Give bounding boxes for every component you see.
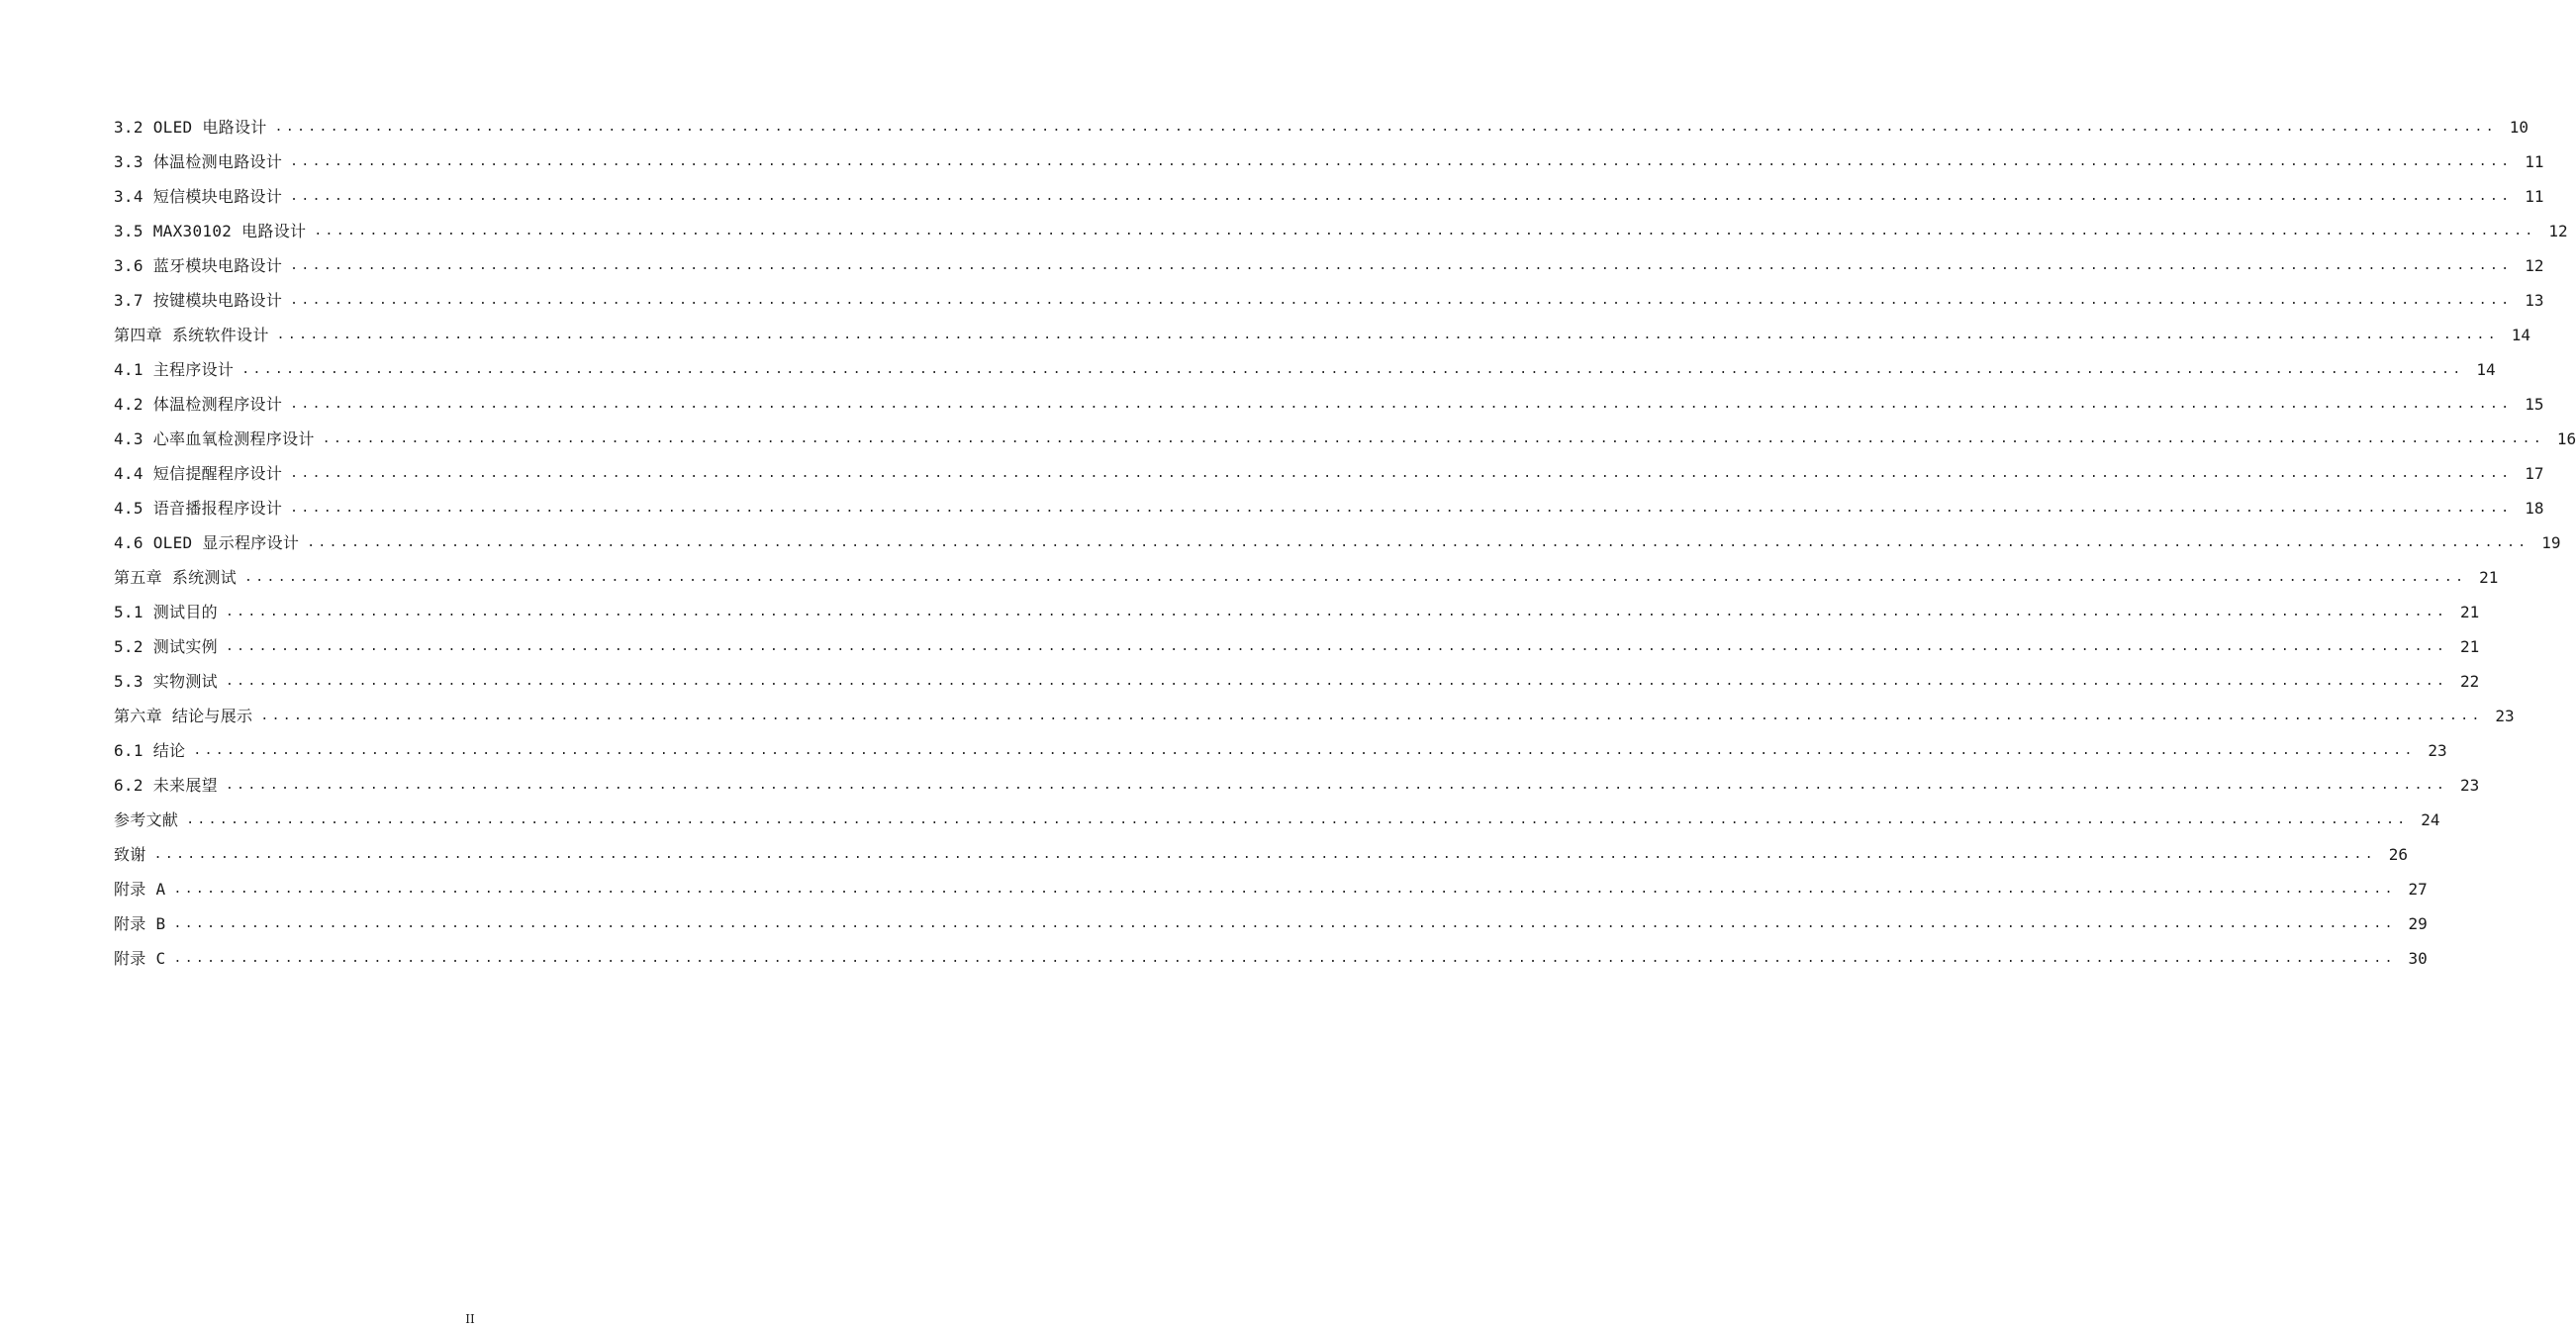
toc-dot-leader: ........................................................................................................................................................................................................ bbox=[225, 674, 2448, 689]
toc-entry-page: 13 bbox=[2525, 291, 2544, 310]
toc-dot-leader: ........................................................................................................................................................................................................ bbox=[153, 847, 2376, 862]
toc-entry-title: 3.5 MAX30102 电路设计 bbox=[114, 222, 307, 240]
toc-entry-page: 21 bbox=[2460, 603, 2480, 621]
toc-entry-page: 11 bbox=[2525, 187, 2544, 206]
toc-entry[interactable] bbox=[114, 456, 2544, 491]
toc-entry-page: 26 bbox=[2388, 845, 2408, 864]
toc-entry[interactable] bbox=[114, 422, 2576, 456]
toc-entry[interactable] bbox=[114, 595, 2480, 629]
toc-dot-leader: ........................................................................................................................................................................................................ bbox=[290, 189, 2513, 204]
toc-entry-title: 5.2 测试实例 bbox=[114, 637, 218, 656]
toc-entry-title: 附录 B bbox=[114, 914, 166, 933]
toc-entry-title: 5.3 实物测试 bbox=[114, 672, 218, 691]
toc-entry-title: 致谢 bbox=[114, 845, 146, 864]
toc-entry-title: 6.1 结论 bbox=[114, 741, 186, 760]
toc-entry[interactable] bbox=[114, 803, 2440, 837]
toc-dot-leader: ........................................................................................................................................................................................................ bbox=[290, 258, 2513, 273]
toc-entry-page: 21 bbox=[2460, 637, 2480, 656]
toc-dot-leader: ........................................................................................................................................................................................................ bbox=[260, 709, 2483, 723]
toc-entry[interactable] bbox=[114, 179, 2544, 214]
toc-entry-title: 3.6 蓝牙模块电路设计 bbox=[114, 256, 283, 275]
toc-entry-title: 第四章 系统软件设计 bbox=[114, 326, 269, 344]
toc-entry-page: 27 bbox=[2408, 880, 2428, 899]
toc-entry-title: 3.3 体温检测电路设计 bbox=[114, 152, 283, 171]
toc-entry[interactable] bbox=[114, 248, 2544, 283]
toc-entry[interactable] bbox=[114, 837, 2408, 872]
toc-entry[interactable] bbox=[114, 214, 2568, 248]
toc-dot-leader: ........................................................................................................................................................................................................ bbox=[314, 224, 2536, 238]
toc-entry-title: 3.2 OLED 电路设计 bbox=[114, 118, 267, 137]
toc-dot-leader: ........................................................................................................................................................................................................ bbox=[276, 328, 2499, 342]
toc-entry-page: 16 bbox=[2556, 429, 2576, 448]
toc-entry-page: 14 bbox=[2511, 326, 2530, 344]
toc-entry-title: 6.2 未来展望 bbox=[114, 776, 218, 795]
toc-dot-leader: ........................................................................................................................................................................................................ bbox=[225, 778, 2448, 793]
toc-entry-page: 29 bbox=[2408, 914, 2428, 933]
toc-entry-title: 附录 C bbox=[114, 949, 166, 968]
toc-dot-leader: ........................................................................................................................................................................................................ bbox=[186, 812, 2409, 827]
toc-entry-page: 10 bbox=[2509, 118, 2528, 137]
toc-entry[interactable] bbox=[114, 352, 2496, 387]
toc-entry[interactable] bbox=[114, 318, 2530, 352]
toc-entry-page: 23 bbox=[2495, 707, 2515, 725]
toc-entry-page: 11 bbox=[2525, 152, 2544, 171]
toc-dot-leader: ........................................................................................................................................................................................................ bbox=[173, 882, 2396, 897]
toc-entry[interactable] bbox=[114, 872, 2428, 906]
page-number: II bbox=[465, 1312, 475, 1326]
toc-entry-title: 4.5 语音播报程序设计 bbox=[114, 499, 283, 518]
toc-entry-page: 19 bbox=[2541, 533, 2561, 552]
toc-entry[interactable] bbox=[114, 560, 2499, 595]
toc-entry[interactable] bbox=[114, 664, 2480, 699]
toc-dot-leader: ........................................................................................................................................................................................................ bbox=[307, 535, 2529, 550]
toc-entry[interactable] bbox=[114, 110, 2528, 144]
toc-entry-page: 23 bbox=[2460, 776, 2480, 795]
toc-entry-title: 第五章 系统测试 bbox=[114, 568, 238, 587]
toc-dot-leader: ........................................................................................................................................................................................................ bbox=[274, 120, 2497, 135]
table-of-contents bbox=[114, 110, 2576, 976]
toc-dot-leader: ........................................................................................................................................................................................................ bbox=[290, 397, 2513, 412]
toc-entry[interactable] bbox=[114, 629, 2480, 664]
toc-dot-leader: ........................................................................................................................................................................................................ bbox=[225, 639, 2448, 654]
toc-entry[interactable] bbox=[114, 283, 2544, 318]
toc-entry-page: 21 bbox=[2479, 568, 2499, 587]
toc-entry-page: 22 bbox=[2460, 672, 2480, 691]
toc-dot-leader: ........................................................................................................................................................................................................ bbox=[193, 743, 2416, 758]
toc-entry-title: 4.2 体温检测程序设计 bbox=[114, 395, 283, 414]
toc-entry-page: 24 bbox=[2421, 810, 2440, 829]
toc-entry-title: 第六章 结论与展示 bbox=[114, 707, 253, 725]
toc-entry-title: 5.1 测试目的 bbox=[114, 603, 218, 621]
toc-entry[interactable] bbox=[114, 768, 2480, 803]
toc-entry-title: 4.4 短信提醒程序设计 bbox=[114, 464, 283, 483]
toc-entry[interactable] bbox=[114, 733, 2447, 768]
toc-dot-leader: ........................................................................................................................................................................................................ bbox=[290, 501, 2513, 516]
toc-entry-page: 18 bbox=[2525, 499, 2544, 518]
toc-dot-leader: ........................................................................................................................................................................................................ bbox=[290, 154, 2513, 169]
toc-entry-title: 4.1 主程序设计 bbox=[114, 360, 235, 379]
toc-entry[interactable] bbox=[114, 699, 2515, 733]
toc-entry[interactable] bbox=[114, 906, 2428, 941]
toc-entry-page: 17 bbox=[2525, 464, 2544, 483]
toc-entry-page: 12 bbox=[2525, 256, 2544, 275]
toc-entry-title: 3.4 短信模块电路设计 bbox=[114, 187, 283, 206]
toc-dot-leader: ........................................................................................................................................................................................................ bbox=[173, 951, 2396, 966]
toc-entry-title: 4.6 OLED 显示程序设计 bbox=[114, 533, 300, 552]
toc-dot-leader: ........................................................................................................................................................................................................ bbox=[225, 605, 2448, 619]
toc-dot-leader: ........................................................................................................................................................................................................ bbox=[244, 570, 2467, 585]
toc-entry[interactable] bbox=[114, 144, 2544, 179]
toc-dot-leader: ........................................................................................................................................................................................................ bbox=[290, 293, 2513, 308]
toc-entry[interactable] bbox=[114, 491, 2544, 525]
toc-entry-title: 3.7 按键模块电路设计 bbox=[114, 291, 283, 310]
toc-entry[interactable] bbox=[114, 941, 2428, 976]
toc-dot-leader: ........................................................................................................................................................................................................ bbox=[173, 916, 2396, 931]
toc-dot-leader: ........................................................................................................................................................................................................ bbox=[322, 431, 2545, 446]
toc-dot-leader: ........................................................................................................................................................................................................ bbox=[241, 362, 2464, 377]
toc-entry-page: 30 bbox=[2408, 949, 2428, 968]
toc-entry-title: 附录 A bbox=[114, 880, 166, 899]
toc-entry[interactable] bbox=[114, 387, 2544, 422]
toc-entry-page: 23 bbox=[2428, 741, 2447, 760]
toc-entry-page: 15 bbox=[2525, 395, 2544, 414]
toc-entry-title: 4.3 心率血氧检测程序设计 bbox=[114, 429, 315, 448]
toc-entry[interactable] bbox=[114, 525, 2561, 560]
toc-dot-leader: ........................................................................................................................................................................................................ bbox=[290, 466, 2513, 481]
toc-entry-page: 12 bbox=[2548, 222, 2568, 240]
toc-entry-title: 参考文献 bbox=[114, 810, 179, 829]
toc-entry-page: 14 bbox=[2476, 360, 2496, 379]
